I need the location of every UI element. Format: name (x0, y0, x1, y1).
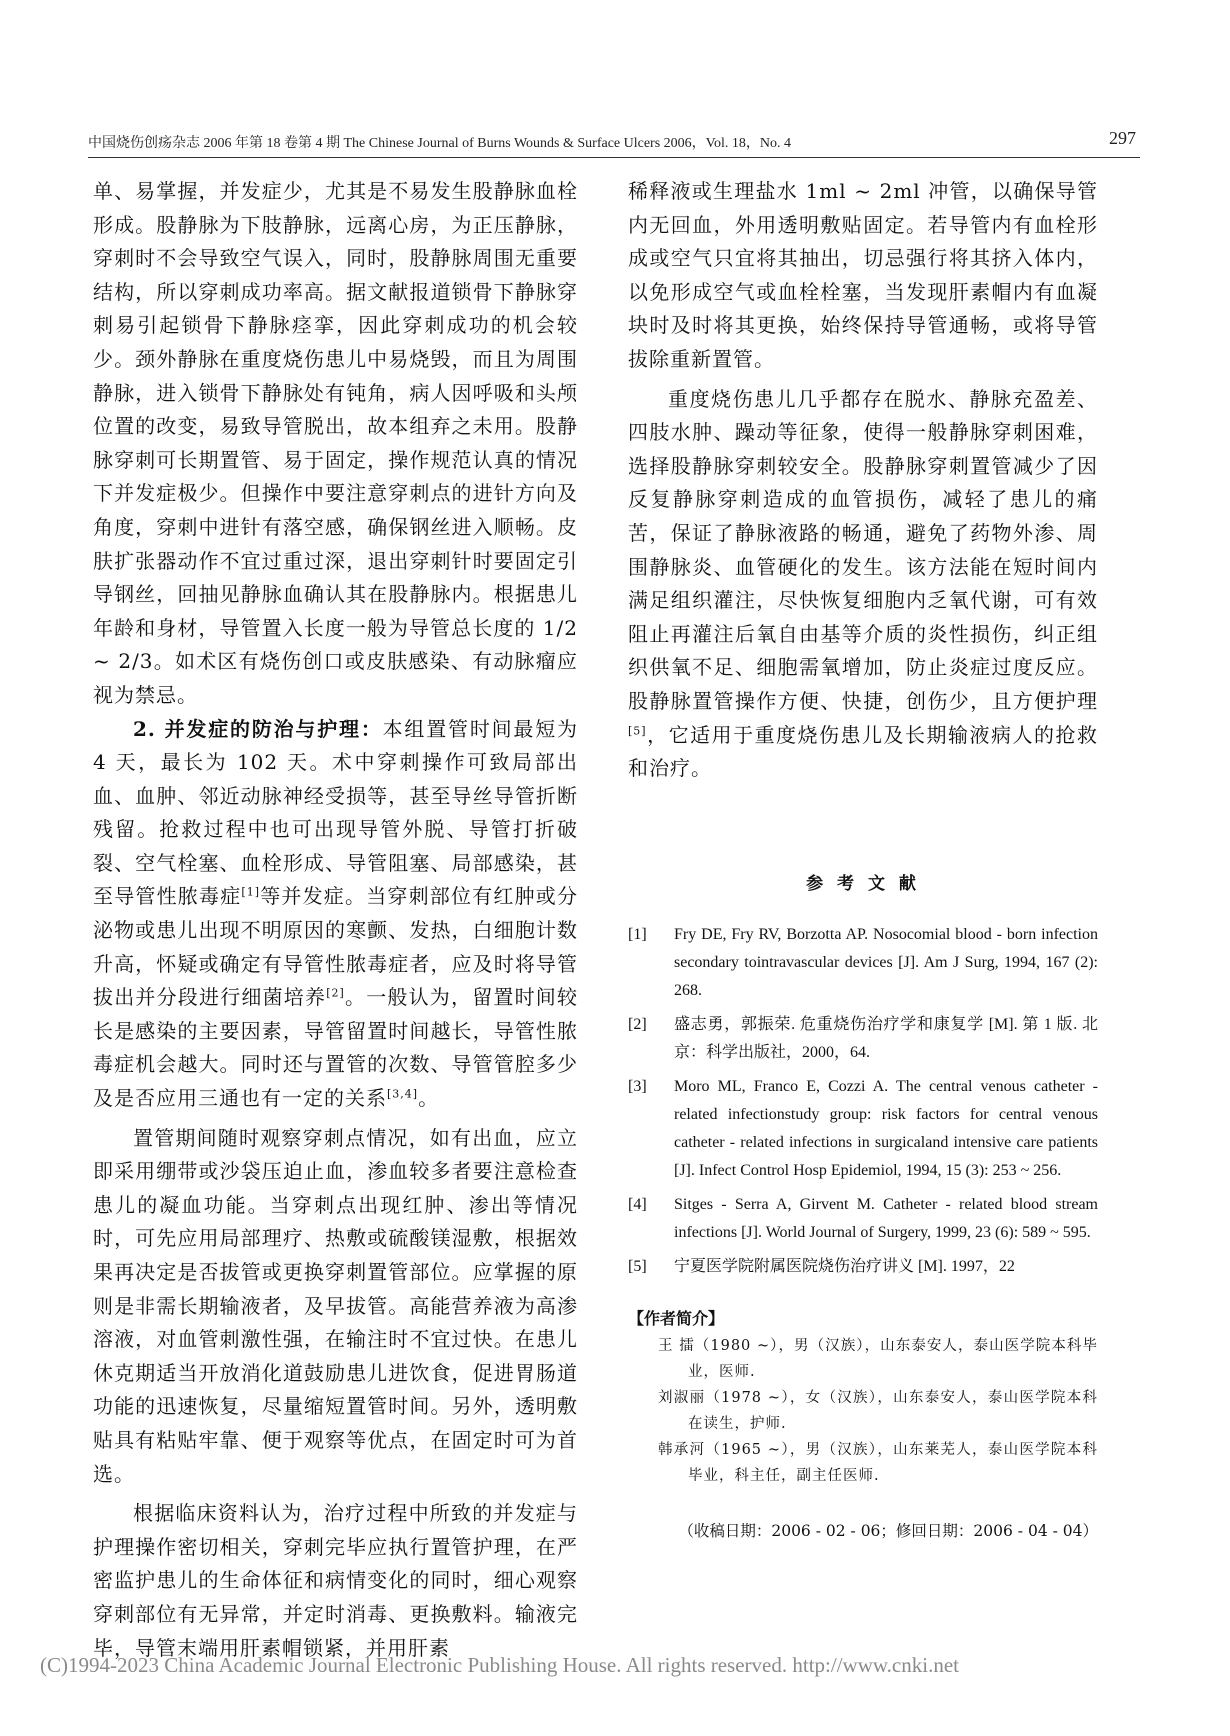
body-text: 等并发症。当穿刺部位有红肿或分泌物或患儿出现不明原因的寒颤、发热，白细胞计数升高，怀疑或确定有导管性脓毒症者，应及时将导管拔出并分段进行细菌培养 (93, 884, 579, 1010)
reference-number: [1] (628, 926, 647, 944)
body-paragraph (93, 713, 578, 1116)
copyright-footer: (C)1994-2023 China Academic Journal Electronic Publishing House. All rights reserved. http://www.cnki.net (40, 1653, 959, 1677)
body-paragraph: 单、易掌握，并发症少，尤其是不易发生股静脉血栓形成。股静脉为下肢静脉，远离心房，为正压静脉，穿刺时不会导致空气误入，同时，股静脉周围无重要结构，所以穿刺成功率高。据文献报道锁骨下静脉穿刺易引起锁骨下静脉痉挛，因此穿刺成功的机会较少。颈外静脉在重度烧伤患儿中易烧毁，而且为周围静脉，进入锁骨下静脉处有钝角，病人因呼吸和头颅位置的改变，易致导管脱出，故本组弃之未用。股静脉穿刺可长期置管、易于固定，操作规范认真的情况下并发症极少。但操作中要注意穿刺点的进针方向及角度，穿刺中进针有落空感，确保钢丝进入顺畅。皮肤扩张器动作不宜过重过深，退出穿刺针时要固定引导钢丝，回抽见静脉血确认其在股静脉内。根据患儿年龄和身材，导管置入长度一般为导管总长度的 1/2 ~ 2/3。如术区有烧伤创口或皮肤感染、有动脉瘤应视为禁忌。 (93, 179, 578, 707)
author-bio: 韩承河（1965 ~），男（汉族），山东莱芜人，泰山医学院本科毕业，科主任，副主任医师. (658, 1442, 1098, 1485)
author-bio: 王 擂（1980 ~），男（汉族），山东泰安人，泰山医学院本科毕业，医师. (658, 1338, 1098, 1381)
reference-list (628, 921, 1098, 1281)
body-paragraph: 根据临床资料认为，治疗过程中所致的并发症与护理操作密切相关，穿刺完毕应执行置管护理，在严密监护患儿的生命体征和病情变化的同时，细心观察穿刺部位有无异常，并定时消毒、更换敷料。输液完毕，导管末端用肝素帽锁紧，并用肝素 (93, 1501, 578, 1660)
references-title: 参 考 文 献 (806, 873, 920, 894)
citation: [3,4] (387, 1087, 419, 1101)
left-column (93, 175, 578, 1665)
reference-text: 宁夏医学院附属医院烧伤治疗讲义 [M]. 1997，22 (674, 1258, 1015, 1276)
body-paragraph (628, 383, 1098, 786)
body-text: 。 (418, 1086, 440, 1111)
reference-item (628, 1191, 1098, 1247)
body-text: 重度烧伤患儿几乎都存在脱水、静脉充盈差、四肢水肿、躁动等征象，使得一般静脉穿刺困难，选择股静脉穿刺较安全。股静脉穿刺置管减少了因反复静脉穿刺造成的血管损伤，减轻了患儿的痛苦，保证了静脉液路的畅通，避免了药物外渗、周围静脉炎、血管硬化的发生。该方法能在短时间内满足组织灌注，尽快恢复细胞内乏氧代谢，可有效阻止再灌注后氧自由基等介质的炎性损伤，纠正组织供氧不足、细胞需氧增加，防止炎症过度反应。股静脉置管操作方便、快捷，创伤少，且方便护理 (628, 386, 1098, 713)
body-paragraph: 稀释液或生理盐水 1ml ~ 2ml 冲管，以确保导管内无回血，外用透明敷贴固定。若导管内有血栓形成或空气只宜将其抽出，切忌强行将其挤入体内，以免形成空气或血栓栓塞，当发现肝素帽内有血凝块时及时将其更换，始终保持导管通畅，或将导管拔除重新置管。 (628, 179, 1098, 371)
citation: [5] (628, 723, 647, 737)
reference-number: [2] (628, 1016, 647, 1034)
section-heading: 2. 并发症的防治与护理： (133, 716, 383, 741)
journal-info: 中国烧伤创疡杂志 2006 年第 18 卷第 4 期 The Chinese Journal of Burns Wounds & Surface Ulcers 2006，Vol. 18，No. 4 (88, 136, 791, 151)
author-intro-heading: 【作者简介】 (628, 1309, 725, 1329)
reference-number: [4] (628, 1196, 647, 1214)
body-text: ，它适用于重度烧伤患儿及长期输液病人的抢救和治疗。 (628, 722, 1098, 781)
reference-number: [5] (628, 1258, 647, 1276)
citation: [2] (326, 986, 345, 1000)
citation: [1] (241, 885, 260, 899)
reference-item (628, 921, 1098, 1005)
page-number: 297 (1109, 128, 1136, 148)
right-column (628, 175, 1098, 1545)
body-text: 。一般认为，留置时间较长是感染的主要因素，导管留置时间越长，导管性脓毒症机会越大。同时还与置管的次数、导管管腔多少及是否应用三通也有一定的关系 (93, 985, 578, 1111)
author-bio: 刘淑丽（1978 ~），女（汉族），山东泰安人，泰山医学院本科在读生，护师. (658, 1390, 1098, 1433)
reference-text: 盛志勇，郭振荣. 危重烧伤治疗学和康复学 [M]. 第 1 版. 北京：科学出版社，2000，64. (674, 1016, 1098, 1062)
reference-item (628, 1253, 1098, 1281)
running-header (88, 128, 1140, 158)
reference-text: Sitges - Serra A, Girvent M. Catheter - related blood stream infections [J]. World Journal of Surgery, 1999, 23 (6): 589 ~ 595. (674, 1196, 1098, 1242)
reference-text: Fry DE, Fry RV, Borzotta AP. Nosocomial blood - born infection secondary tointravascular devices [J]. Am J Surg, 1994, 167 (2): 268. (674, 926, 1098, 1000)
reference-number: [3] (628, 1078, 647, 1096)
received-dates: （收稿日期：2006 - 02 - 06；修回日期：2006 - 04 - 04） (678, 1522, 1098, 1541)
reference-item (628, 1011, 1098, 1067)
reference-text: Moro ML, Franco E, Cozzi A. The central venous catheter - related infectionstudy group: risk factors for central venous catheter - related infections in surgicaland intensive care patients [J]. Infect Control Hosp Epidemiol, 1994, 15 (3): 253 ~ 256. (674, 1078, 1098, 1180)
reference-item (628, 1073, 1098, 1185)
body-paragraph: 置管期间随时观察穿刺点情况，如有出血，应立即采用绷带或沙袋压迫止血，渗血较多者要注意检查患儿的凝血功能。当穿刺点出现红肿、渗出等情况时，可先应用局部理疗、热敷或硫酸镁湿敷，根据效果再决定是否拔管或更换穿刺置管部位。应掌握的原则是非需长期输液者，及早拔管。高能营养液为高渗溶液，对血管刺激性强，在输注时不宜过快。在患儿休克期适当开放消化道鼓励患儿进饮食，促进胃肠道功能的迅速恢复，尽量缩短置管时间。另外，透明敷贴具有粘贴牢靠、便于观察等优点，在固定时可为首选。 (93, 1125, 578, 1486)
body-text: 本组置管时间最短为 4 天，最长为 102 天。术中穿刺操作可致局部出血、血肿、邻近动脉神经受损等，甚至导丝导管折断残留。抢救过程中也可出现导管外脱、导管打折破裂、空气栓塞、血栓形成、导管阻塞、局部感染，甚至导管性脓毒症 (93, 716, 579, 909)
